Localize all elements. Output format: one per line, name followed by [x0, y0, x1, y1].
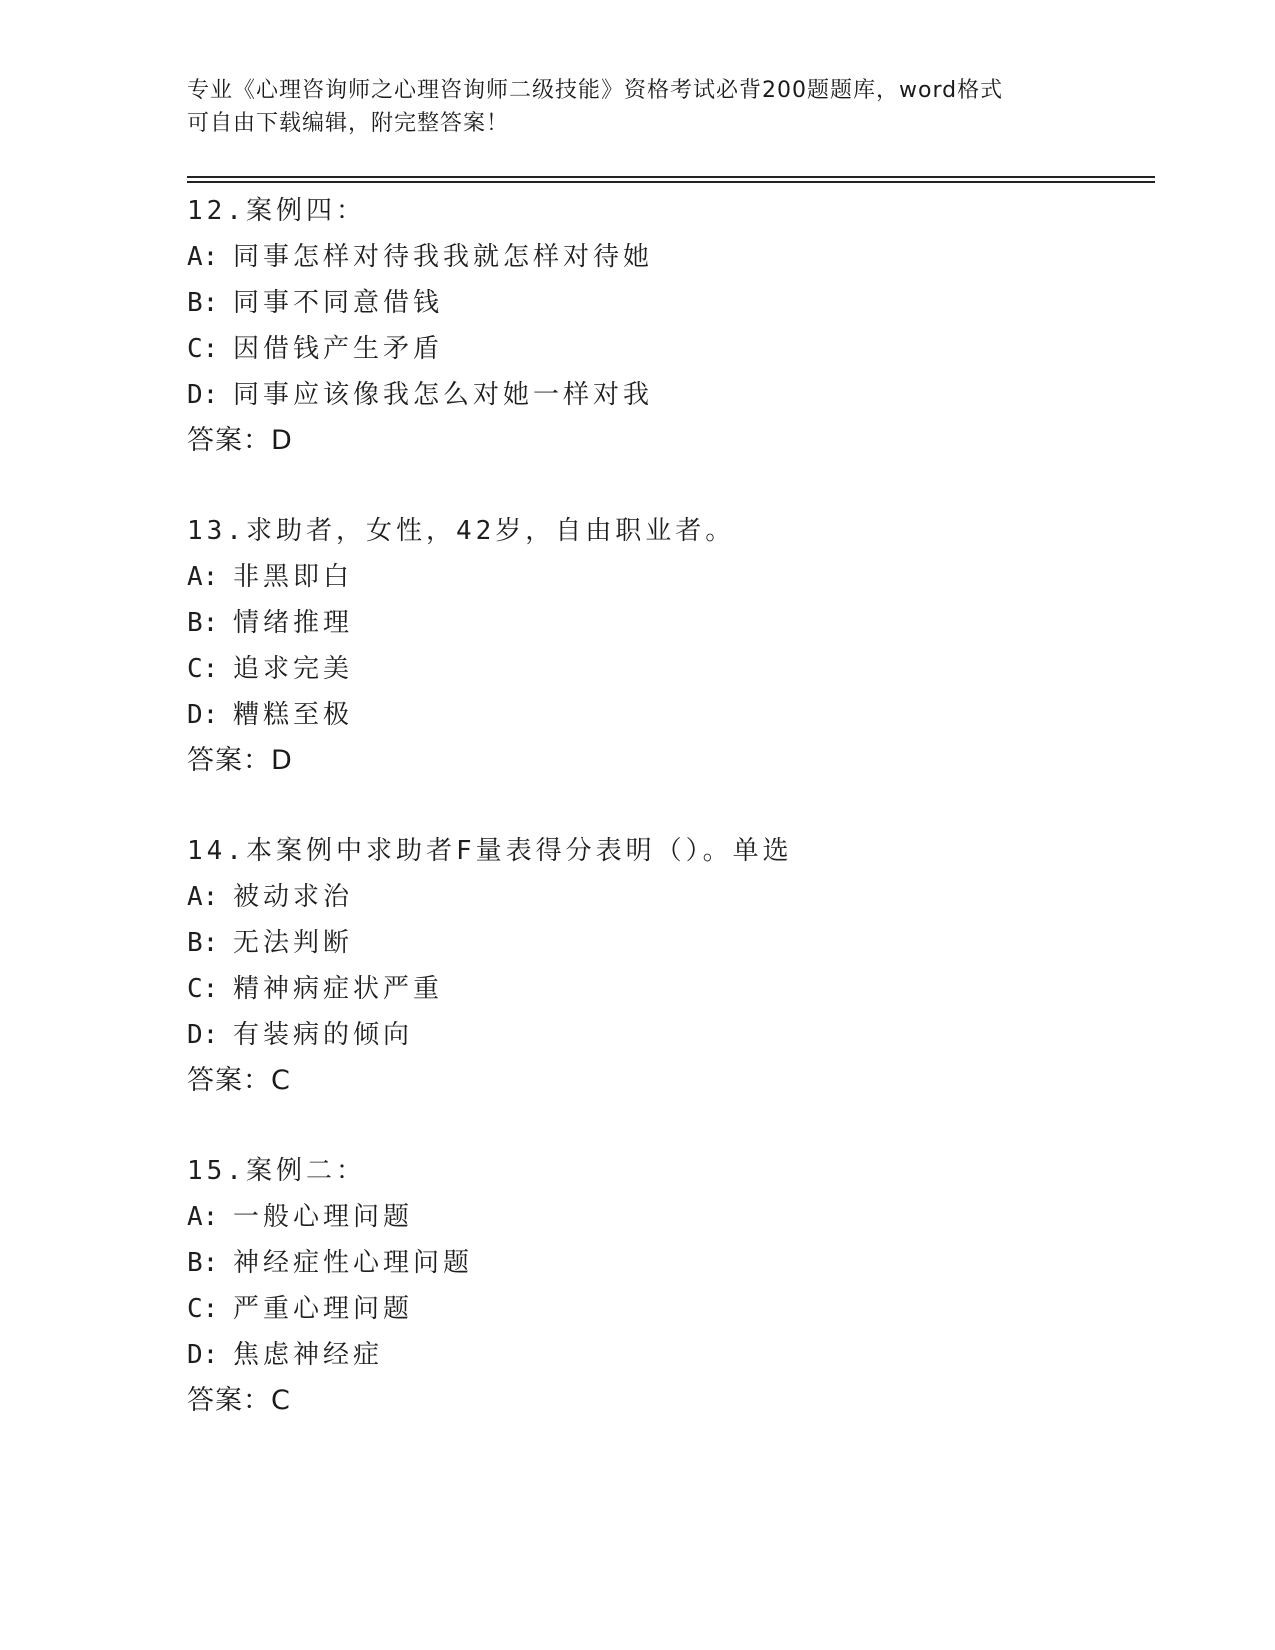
question-stem: 14.本案例中求助者F量表得分表明（）。单选: [187, 836, 793, 866]
option-text: 同事怎样对待我我就怎样对待她: [233, 242, 654, 272]
header-line-1: 专业《心理咨询师之心理咨询师二级技能》资格考试必背200题题库，word格式: [187, 78, 1004, 103]
header-divider-top: [187, 176, 1155, 178]
option-text: 无法判断: [233, 928, 354, 958]
question-spacer: [187, 784, 1167, 828]
answer-line: 答案：C: [187, 1385, 291, 1416]
answer-line: 答案：D: [187, 745, 293, 776]
answer-line: 答案：C: [187, 1065, 291, 1096]
option-letter: B:: [187, 1248, 219, 1278]
option-text: 因借钱产生矛盾: [233, 334, 444, 364]
option-a: [187, 234, 1167, 280]
option-b: [187, 600, 1167, 646]
option-text: 非黑即白: [233, 562, 354, 592]
option-letter: D:: [187, 380, 219, 410]
option-letter: A:: [187, 562, 219, 592]
option-text: 被动求治: [233, 882, 354, 912]
option-text: 严重心理问题: [233, 1294, 414, 1324]
option-c: [187, 1286, 1167, 1332]
option-text: 有装病的倾向: [233, 1020, 414, 1050]
document-header: [187, 74, 1087, 140]
question-stem: 13.求助者，女性，42岁，自由职业者。: [187, 516, 736, 546]
option-b: [187, 920, 1167, 966]
question-item: [187, 508, 1167, 784]
question-stem: 12.案例四：: [187, 196, 366, 226]
option-b: [187, 280, 1167, 326]
option-d: [187, 1012, 1167, 1058]
question-spacer: [187, 464, 1167, 508]
option-letter: C:: [187, 334, 219, 364]
answer-line: 答案：D: [187, 425, 293, 456]
option-letter: B:: [187, 288, 219, 318]
option-a: [187, 874, 1167, 920]
question-list: [187, 188, 1167, 1424]
option-text: 情绪推理: [233, 608, 354, 638]
question-item: [187, 188, 1167, 464]
option-text: 同事应该像我怎么对她一样对我: [233, 380, 654, 410]
option-letter: A:: [187, 882, 219, 912]
option-c: [187, 966, 1167, 1012]
option-text: 一般心理问题: [233, 1202, 414, 1232]
option-text: 糟糕至极: [233, 700, 354, 730]
option-letter: B:: [187, 928, 219, 958]
option-b: [187, 1240, 1167, 1286]
question-spacer: [187, 1104, 1167, 1148]
option-letter: C:: [187, 654, 219, 684]
option-letter: C:: [187, 974, 219, 1004]
option-text: 追求完美: [233, 654, 354, 684]
option-letter: C:: [187, 1294, 219, 1324]
option-d: [187, 372, 1167, 418]
option-letter: B:: [187, 608, 219, 638]
question-item: [187, 1148, 1167, 1424]
header-line-2: 可自由下载编辑，附完整答案！: [187, 111, 510, 136]
option-letter: D:: [187, 1340, 219, 1370]
option-c: [187, 326, 1167, 372]
option-a: [187, 1194, 1167, 1240]
option-letter: A:: [187, 1202, 219, 1232]
option-c: [187, 646, 1167, 692]
option-text: 同事不同意借钱: [233, 288, 444, 318]
option-a: [187, 554, 1167, 600]
option-text: 精神病症状严重: [233, 974, 444, 1004]
option-text: 焦虑神经症: [233, 1340, 384, 1370]
question-stem: 15.案例二：: [187, 1156, 366, 1186]
option-letter: D:: [187, 1020, 219, 1050]
header-divider-bottom: [187, 181, 1155, 183]
option-letter: A:: [187, 242, 219, 272]
option-text: 神经症性心理问题: [233, 1248, 474, 1278]
option-d: [187, 692, 1167, 738]
option-letter: D:: [187, 700, 219, 730]
question-item: [187, 828, 1167, 1104]
option-d: [187, 1332, 1167, 1378]
